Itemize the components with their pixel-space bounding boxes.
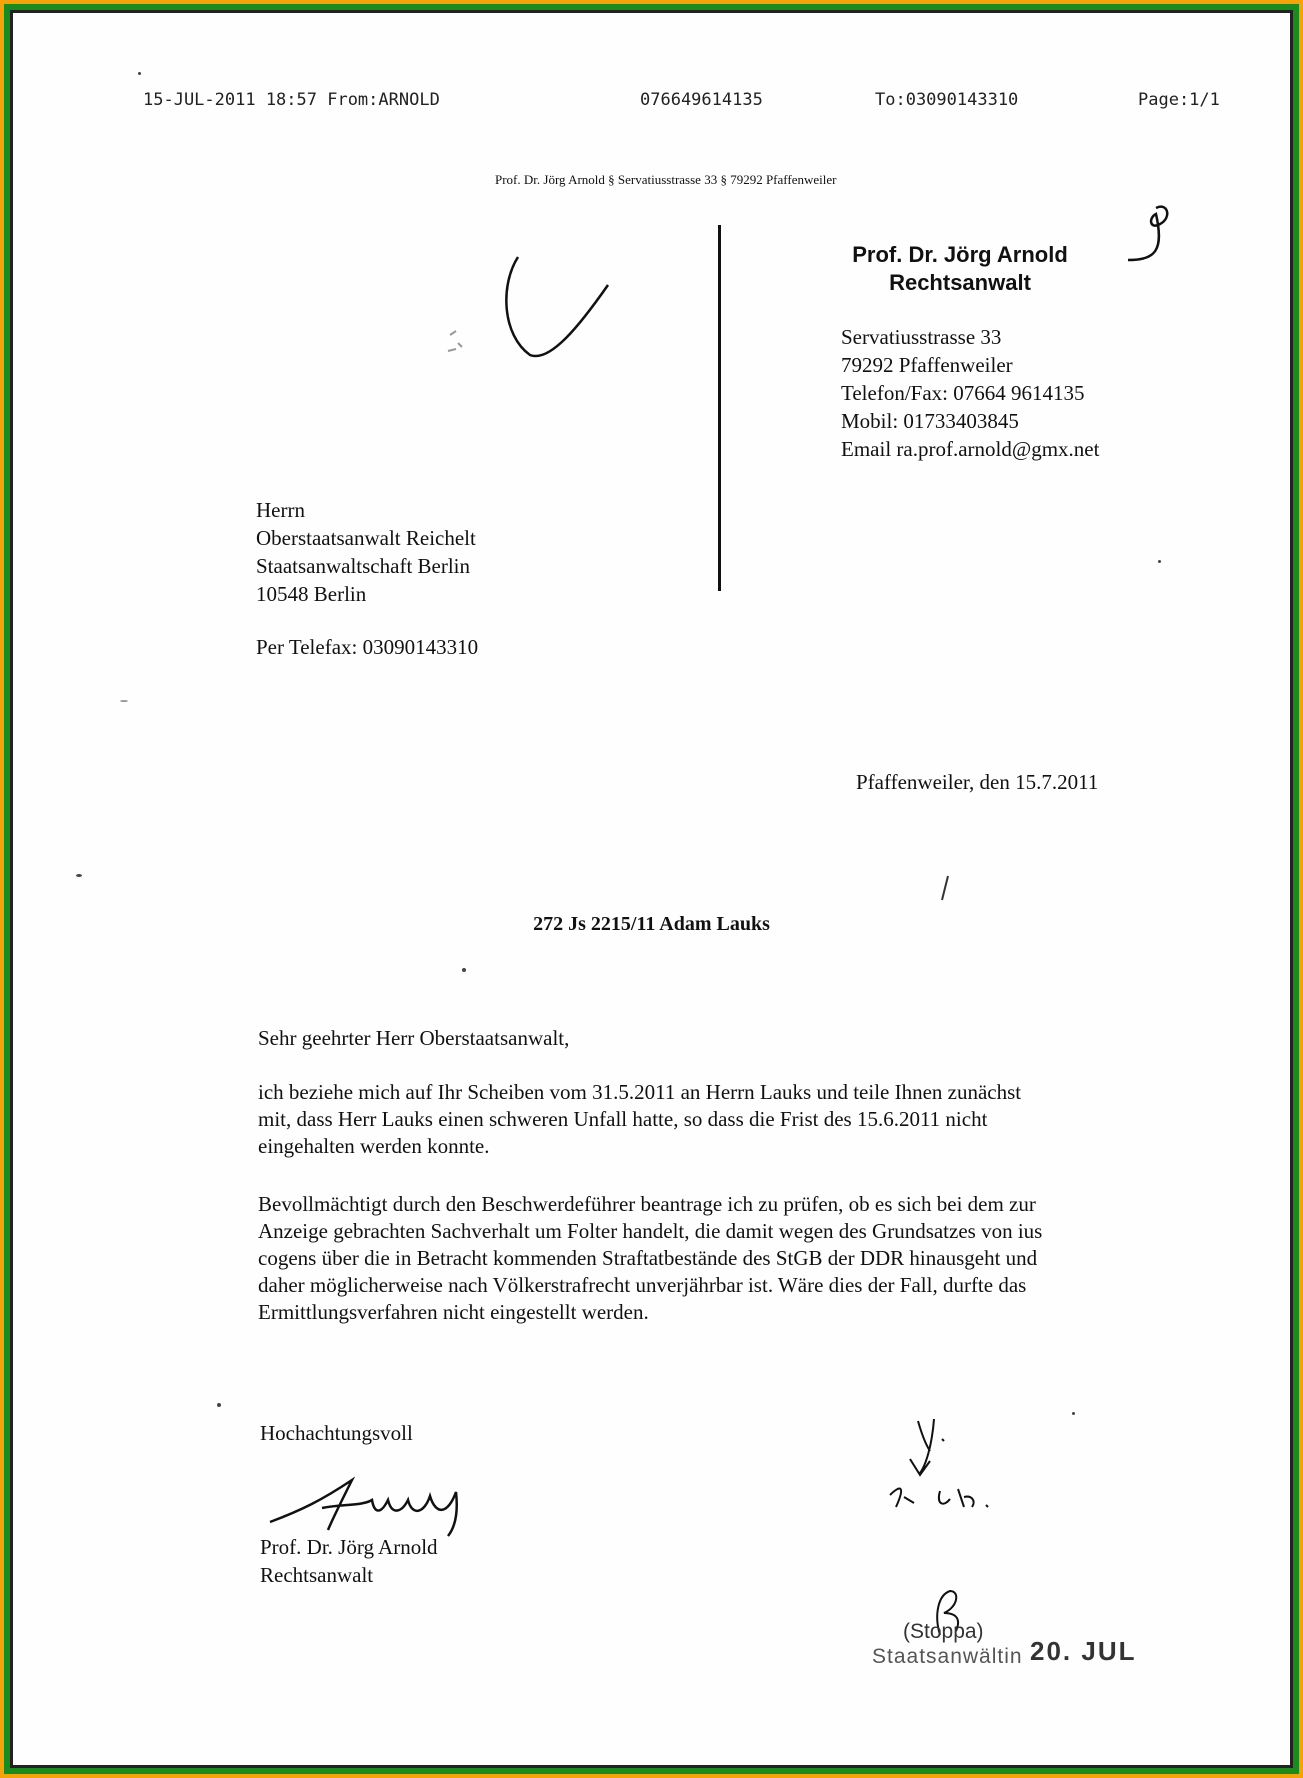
scan-speck	[1158, 560, 1161, 563]
scan-speck	[76, 874, 82, 877]
paragraph-2-line: cogens über die in Betracht kommenden Straftatbestände des StGB der DDR hinausgeht und	[258, 1246, 1038, 1270]
letterhead-contact	[841, 323, 1099, 463]
letterhead-email: Email ra.prof.arnold@gmx.net	[841, 437, 1100, 461]
scan-speck	[138, 72, 141, 75]
letterhead-city: 79292 Pfaffenweiler	[841, 353, 1013, 377]
fax-header-datetime: 15-JUL-2011 18:57 From:ARNOLD	[143, 90, 440, 110]
letterhead-phone: Telefon/Fax: 07664 9614135	[841, 381, 1085, 405]
scan-speck	[462, 968, 466, 972]
signature-name: Prof. Dr. Jörg Arnold	[260, 1535, 438, 1559]
sender-return-line: Prof. Dr. Jörg Arnold § Servatiusstrasse 33 § 79292 Pfaffenweiler	[495, 172, 837, 187]
fax-header-page: Page:1/1	[1138, 90, 1220, 110]
paragraph-2-line: Anzeige gebrachten Sachverhalt um Folter handelt, die damit wegen des Grundsatzes von ius	[258, 1219, 1043, 1243]
recipient-line2: Oberstaatsanwalt Reichelt	[256, 526, 476, 550]
letter-subject: 272 Js 2215/11 Adam Lauks	[533, 913, 770, 935]
handwritten-check-mark	[430, 245, 620, 385]
fax-header-from-number: 076649614135	[640, 90, 763, 110]
paragraph-2-line: daher möglicherweise nach Völkerstrafrecht unverjährbar ist. Wäre dies der Fall, durfte das	[258, 1273, 1027, 1297]
closing: Hochachtungsvoll	[260, 1421, 413, 1445]
handwritten-number-mark	[1120, 200, 1180, 270]
letterhead-name: Prof. Dr. Jörg Arnold	[852, 242, 1068, 267]
recipient-line3: Staatsanwaltschaft Berlin	[256, 554, 471, 578]
paragraph-1	[258, 1079, 1021, 1160]
stamp-received-date: 20. JUL	[1030, 1636, 1137, 1666]
stray-mark	[938, 874, 952, 902]
paragraph-1-line: ich beziehe mich auf Ihr Scheiben vom 31.5.2011 an Herrn Lauks und teile Ihnen zunächst	[258, 1080, 1022, 1104]
stamp-name: (Stoppa)	[903, 1620, 984, 1643]
letterhead-title: Rechtsanwalt	[889, 270, 1031, 295]
paragraph-1-line: mit, dass Herr Lauks einen schweren Unfall hatte, so dass die Frist des 15.6.2011 nicht	[258, 1107, 988, 1131]
stamp-office: Staatsanwältin	[872, 1645, 1023, 1668]
letterhead-street: Servatiusstrasse 33	[841, 325, 1002, 349]
paragraph-1-line: eingehalten werden konnte.	[258, 1134, 490, 1158]
signature-block	[260, 1533, 438, 1589]
paragraph-2-line: Bevollmächtigt durch den Beschwerdeführer beantrage ich zu prüfen, ob es sich bei dem zur	[258, 1192, 1036, 1216]
signature-title: Rechtsanwalt	[260, 1563, 374, 1587]
recipient-address	[256, 496, 476, 608]
paragraph-2	[258, 1191, 1042, 1326]
document-page	[10, 10, 1293, 1768]
recipient-fax: Per Telefax: 03090143310	[256, 635, 479, 659]
scan-speck	[120, 700, 128, 702]
letter-date: Pfaffenweiler, den 15.7.2011	[856, 770, 1099, 794]
scan-speck	[1072, 1412, 1075, 1415]
letterhead-mobile: Mobil: 01733403845	[841, 409, 1019, 433]
handwritten-note	[880, 1415, 1030, 1515]
recipient-line1: Herrn	[256, 498, 305, 522]
vertical-divider	[718, 225, 721, 591]
paragraph-2-line: Ermittlungsverfahren nicht eingestellt werden.	[258, 1300, 649, 1324]
scan-speck	[217, 1403, 221, 1407]
fax-header-to: To:03090143310	[875, 90, 1019, 110]
salutation: Sehr geehrter Herr Oberstaatsanwalt,	[258, 1026, 570, 1050]
recipient-line4: 10548 Berlin	[256, 582, 367, 606]
handwritten-signature	[262, 1460, 492, 1540]
